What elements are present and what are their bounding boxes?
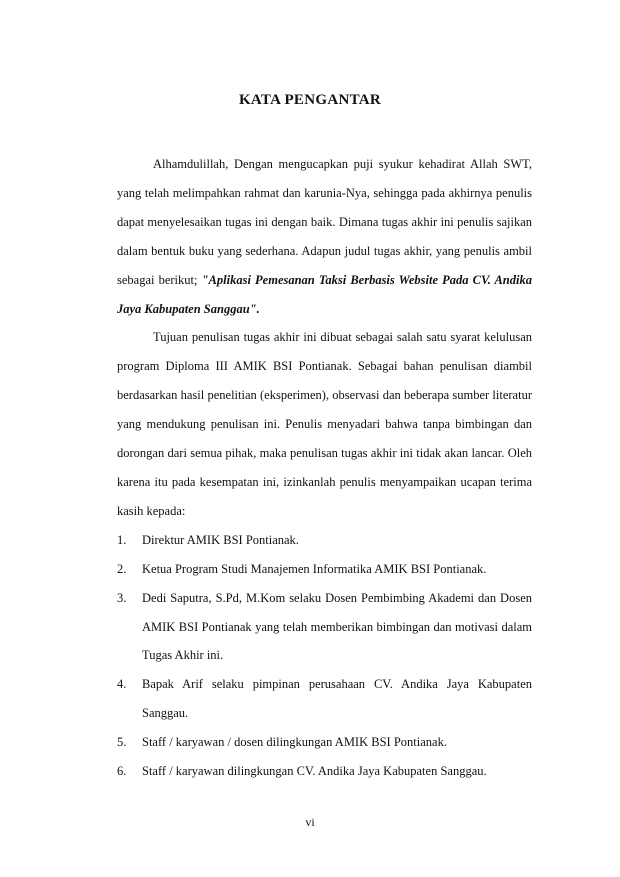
- list-item-number: 6.: [117, 764, 127, 779]
- thanks-list: [117, 526, 532, 786]
- thesis-title: "Aplikasi Pemesanan Taksi Berbasis Website Pada CV. Andika Jaya Kabupaten Sanggau".: [117, 272, 532, 316]
- list-item-number: 4.: [117, 677, 127, 692]
- list-item-number: 1.: [117, 532, 127, 547]
- list-item: [117, 584, 532, 671]
- list-item-number: 3.: [117, 590, 127, 605]
- list-item: [117, 757, 532, 786]
- list-item: [117, 728, 532, 757]
- list-item-text: Staff / karyawan dilingkungan CV. Andika Jaya Kabupaten Sanggau.: [142, 764, 487, 779]
- body-text: [117, 150, 532, 786]
- list-item-text: Bapak Arif selaku pimpinan perusahaan CV. Andika Jaya Kabupaten Sanggau.: [142, 677, 532, 721]
- list-item-text: Ketua Program Studi Manajemen Informatika AMIK BSI Pontianak.: [142, 561, 487, 576]
- list-item-number: 2.: [117, 561, 127, 576]
- page-number: vi: [305, 815, 315, 829]
- list-item: [117, 526, 532, 555]
- list-item-number: 5.: [117, 735, 127, 750]
- paragraph-purpose: Tujuan penulisan tugas akhir ini dibuat sebagai salah satu syarat kelulusan program Diploma III AMIK BSI Pontianak. Sebagai bahan penulisan diambil berdasarkan hasil penelitian (eksperimen), observasi dan beberapa sumber literatur yang mendukung penulisan ini. Penulis menyadari bahwa tanpa bimbingan dan dorongan dari semua pihak, maka penulisan tugas akhir ini tidak akan lancar. Oleh karena itu pada kesempatan ini, izinkanlah penulis menyampaikan ucapan terima kasih kepada:: [117, 330, 532, 518]
- list-item-text: Staff / karyawan / dosen dilingkungan AMIK BSI Pontianak.: [142, 735, 447, 750]
- list-item: [117, 670, 532, 728]
- paragraph-intro-text: Alhamdulillah, Dengan mengucapkan puji syukur kehadirat Allah SWT, yang telah melimpahkan rahmat dan karunia-Nya, sehingga pada akhirnya penulis dapat menyelesaikan tugas ini dengan baik. Dimana tugas akhir ini penulis sajikan dalam bentuk buku yang sederhana. Adapun judul tugas akhir, yang penulis ambil sebagai berikut;: [117, 157, 532, 287]
- paragraph-intro: [117, 150, 532, 323]
- list-item-text: Dedi Saputra, S.Pd, M.Kom selaku Dosen Pembimbing Akademi dan Dosen AMIK BSI Pontianak yang telah memberikan bimbingan dan motivasi dalam Tugas Akhir ini.: [142, 590, 532, 663]
- page-title: KATA PENGANTAR: [238, 92, 382, 108]
- list-item-text: Direktur AMIK BSI Pontianak.: [142, 532, 299, 547]
- list-item: [117, 555, 532, 584]
